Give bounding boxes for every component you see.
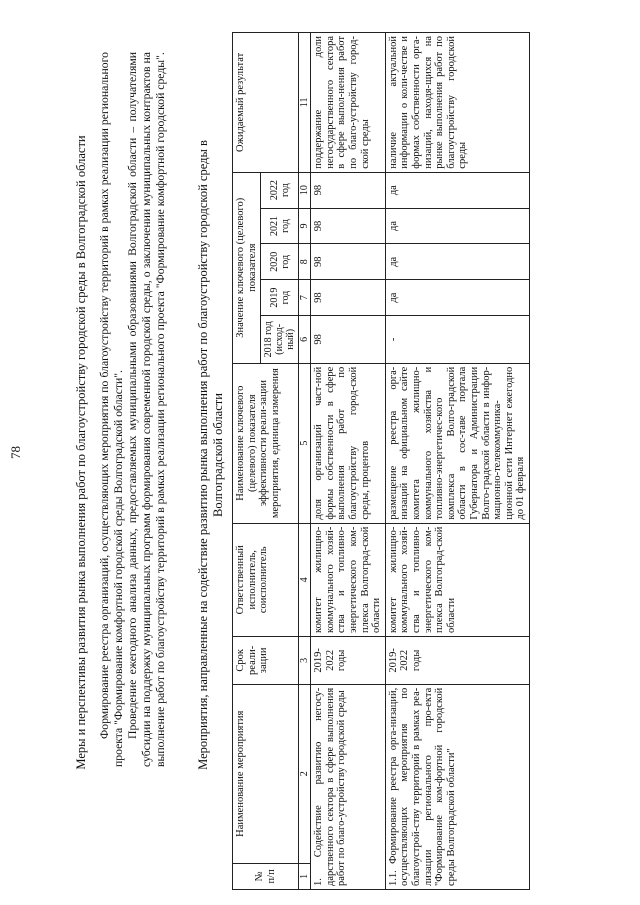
document-title: Меры и перспективы развития рынка выполнения работ по благоустройству городской среды в Волгоградской области <box>74 135 88 770</box>
column-number-row <box>299 33 311 890</box>
header-value-group: Значение ключевого (целевого) показателя <box>233 172 261 363</box>
header-num: № п/п <box>233 863 299 889</box>
column-number: 9 <box>299 208 311 244</box>
column-number: 4 <box>299 523 311 636</box>
table-header-row <box>233 33 261 890</box>
column-number: 2 <box>299 684 311 863</box>
measure-term: 2019-2022 годы <box>385 637 529 685</box>
intro-paragraph: Формирование реестра организаций, осуществляющих мероприятия по благоустройству территорий в рамках реализации регионального проекта "Формирование комфортной городской среды Волгоградской области". <box>98 52 125 767</box>
column-number: 6 <box>299 315 311 363</box>
header-year-2022: 2022 год <box>261 172 299 208</box>
value-2022: 98 <box>311 172 386 208</box>
section-title: Мероприятия, направленные на содействие развитию рынка выполнения работ по благоустройству городской среды в Волгоградской области <box>196 140 225 770</box>
value-2021: да <box>385 208 529 244</box>
header-year-2018: 2018 год (исход-ный) <box>261 315 299 363</box>
expected-result: наличие актуальной информации о коли-честве и формах собственности орга-низаций, находя-щихся на рынке выполнения работ по благоустройству городской среды <box>385 33 529 173</box>
intro-text <box>98 52 168 767</box>
measure-name: 1.1. Формирование реестра орга-низаций, осуществляющих мероприятия по благоустрой-ству территорий в рамках реа-лизации регионального про-екта "Формирование ком-фортной городской среды Волгоградской области" <box>385 684 529 889</box>
measure-executor: комитет жилищно-коммунального хозяй-ства и топливно-энергетического ком-плекса Волгоград-ской области <box>311 523 386 636</box>
header-indicator: Наименование ключевого (целевого) показателя эффективности реали-зации мероприятия, единица измерения <box>233 363 299 523</box>
column-number: 10 <box>299 172 311 208</box>
measure-name: 1. Содействие развитию негосу-дарственного сектора в сфере выполнения работ по благо-устройству городской среды <box>311 684 386 889</box>
expected-result: поддержание доли негосударственного сектора в сфере выпол-нения работ по благо-устройству город-ской среды <box>311 33 386 173</box>
table-row <box>385 33 529 890</box>
header-term: Срок реали-зации <box>233 637 299 685</box>
header-year-2021: 2021 год <box>261 208 299 244</box>
header-year-2020: 2020 год <box>261 244 299 280</box>
page-number: 78 <box>8 446 23 459</box>
measure-executor: комитет жилищно-коммунального хозяй-ства и топливно-энергетического ком-плекса Волгоград-ской области <box>385 523 529 636</box>
column-number: 3 <box>299 637 311 685</box>
value-2021: 98 <box>311 208 386 244</box>
column-number: 11 <box>299 33 311 173</box>
intro-paragraph: Проведение ежегодного анализа данных, предоставляемых муниципальными образованиями Волгоградской области – получателями субсидии на поддержку муниципальных программ формирования современной городской среды, о заключении муниципальных контрактов на выполнение работ по благоустройству территорий в рамках реализации регионального проекта "Формирование комфортной городской среды". <box>126 52 167 767</box>
column-number: 1 <box>299 863 311 889</box>
measure-indicator: доля организаций част-ной формы собственности в сфере выполнения работ по благоустройству город-ской среды, процентов <box>311 363 386 523</box>
measure-indicator: размещение реестра орга-низаций на официальном сайте комитета жилищно-коммунального хозяйства и топливно-энергетичес-кого комплекса Волго-градской области в сос-таве портала Губернатора и Администрации Волго-градской области в инфор-мационно-телекоммуника-ционной сети Интернет ежегодно до 01 февраля <box>385 363 529 523</box>
header-year-2019: 2019 год <box>261 280 299 316</box>
value-2019: 98 <box>311 280 386 316</box>
header-name: Наименование мероприятия <box>233 684 299 863</box>
value-2020: да <box>385 244 529 280</box>
column-number: 5 <box>299 363 311 523</box>
value-2020: 98 <box>311 244 386 280</box>
value-2019: да <box>385 280 529 316</box>
header-result: Ожидаемый результат <box>233 33 299 173</box>
header-executor: Ответственный исполнитель, соисполнитель <box>233 523 299 636</box>
column-number: 7 <box>299 280 311 316</box>
measure-term: 2019-2022 годы <box>311 637 386 685</box>
measures-table <box>232 32 530 890</box>
value-2018: 98 <box>311 315 386 363</box>
column-number: 8 <box>299 244 311 280</box>
value-2018: - <box>385 315 529 363</box>
table-row <box>311 33 386 890</box>
value-2022: да <box>385 172 529 208</box>
